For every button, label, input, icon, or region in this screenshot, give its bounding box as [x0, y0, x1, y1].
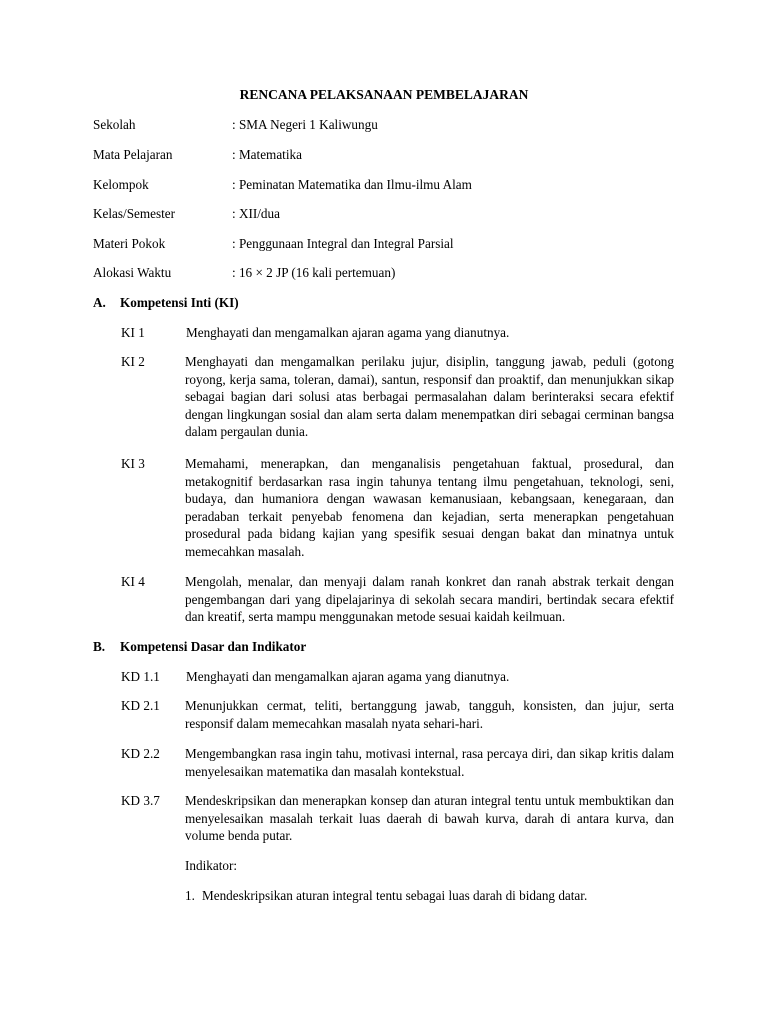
ki-code: KI 4 [121, 574, 145, 589]
info-row-sekolah [93, 116, 683, 134]
info-value: : XII/dua [232, 206, 280, 221]
ki-code: KI 2 [121, 354, 145, 369]
kd-code: KD 2.1 [121, 698, 160, 713]
ki-text: Menghayati dan mengamalkan ajaran agama yang dianutnya. [186, 325, 510, 340]
info-label: Sekolah [93, 117, 136, 132]
info-row-kelas-semester [93, 205, 683, 223]
section-number: A. [93, 295, 106, 310]
info-label: Kelompok [93, 177, 149, 192]
info-value: : SMA Negeri 1 Kaliwungu [232, 117, 378, 132]
kd-code: KD 3.7 [121, 793, 160, 808]
info-label: Mata Pelajaran [93, 147, 173, 162]
ki-code: KI 1 [121, 325, 145, 340]
ki-code: KI 3 [121, 456, 145, 471]
info-row-materi-pokok [93, 235, 683, 253]
indicator-label: Indikator: [185, 858, 238, 873]
info-value: : Peminatan Matematika dan Ilmu-ilmu Alam [232, 177, 472, 192]
indicator-number: 1. [185, 888, 195, 903]
kd-code: KD 1.1 [121, 669, 160, 684]
kd-code: KD 2.2 [121, 746, 160, 761]
section-title: Kompetensi Dasar dan Indikator [120, 639, 307, 654]
document-title: RENCANA PELAKSANAAN PEMBELAJARAN [239, 87, 529, 102]
info-label: Alokasi Waktu [93, 265, 172, 280]
ki-text: Menghayati dan mengamalkan perilaku jujur, disiplin, tanggung jawab, peduli (gotong royong, kerja sama, toleran, damai), santun, responsif dan proaktif, dan menunjukkan sikap sebagai bagian dari solusi atas berbagai permasalahan dalam berinteraksi secara efektif dengan lingkungan sosial dan alam serta dalam menempatkan diri sebagai cerminan bangsa dalam pergaulan dunia. [185, 354, 674, 439]
indicator-text: Mendeskripsikan aturan integral tentu sebagai luas darah di bidang datar. [202, 888, 588, 903]
ki-text: Memahami, menerapkan, dan menganalisis pengetahuan faktual, prosedural, dan metakognitif berdasarkan rasa ingin tahunya tentang ilmu pengetahuan, teknologi, seni, budaya, dan humaniora dengan wawasan kemanusiaan, kebangsaan, kenegaraan, dan peradaban terkait penyebab fenomena dan kejadian, serta menerapkan pengetahuan prosedural pada bidang kajian yang spesifik sesuai dengan bakat dan minatnya untuk memecahkan masalah. [185, 456, 674, 559]
kd-text: Mengembangkan rasa ingin tahu, motivasi internal, rasa percaya diri, dan sikap kritis dalam menyelesaikan matematika dan masalah kontekstual. [185, 746, 674, 779]
section-number: B. [93, 639, 106, 654]
info-label: Materi Pokok [93, 236, 166, 251]
kd-text: Menghayati dan mengamalkan ajaran agama yang dianutnya. [186, 669, 510, 684]
section-title: Kompetensi Inti (KI) [120, 295, 239, 310]
info-value: : 16 × 2 JP (16 kali pertemuan) [232, 265, 396, 280]
info-value: : Penggunaan Integral dan Integral Parsial [232, 236, 454, 251]
kd-text: Mendeskripsikan dan menerapkan konsep dan aturan integral tentu untuk membuktikan dan menyelesaikan masalah terkait luas daerah di bawah kurva, darah di antara kurva, dan volume benda putar. [185, 793, 674, 843]
ki-text: Mengolah, menalar, dan menyaji dalam ranah konkret dan ranah abstrak terkait dengan pengembangan dari yang dipelajarinya di sekolah secara mandiri, bertindak secara efektif dan kreatif, serta mampu menggunakan metode sesuai kaidah keilmuan. [185, 574, 674, 624]
info-row-mata-pelajaran [93, 146, 683, 164]
info-value: : Matematika [232, 147, 302, 162]
kd-text: Menunjukkan cermat, teliti, bertanggung jawab, tangguh, konsisten, dan jujur, serta responsif dalam memecahkan masalah nyata sehari-hari. [185, 698, 674, 731]
info-row-alokasi-waktu [93, 264, 683, 282]
info-label: Kelas/Semester [93, 206, 176, 221]
info-row-kelompok [93, 176, 683, 194]
